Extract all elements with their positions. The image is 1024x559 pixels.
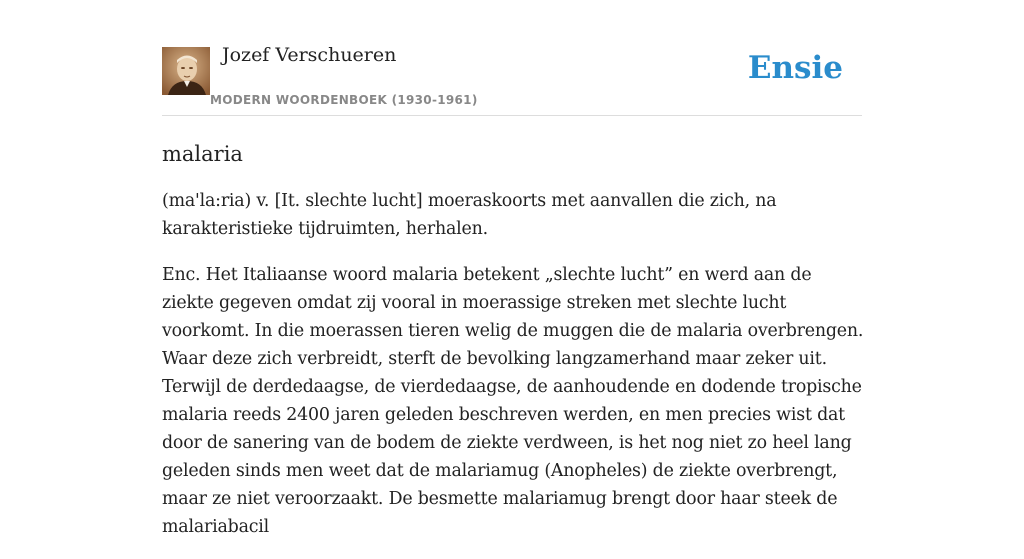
- entry-header: [162, 0, 862, 116]
- entry-term: malaria: [162, 142, 243, 166]
- author-name[interactable]: Jozef Verschueren: [222, 44, 397, 66]
- source-label[interactable]: MODERN WOORDENBOEK (1930-1961): [210, 93, 478, 107]
- entry-content: [162, 138, 868, 559]
- entry-encyclopedia-text: Enc. Het Italiaanse woord malaria betekent „slechte lucht” en werd aan de ziekte gegeven omdat zij vooral in moerassige streken met slechte lucht voorkomt. In die moerassen tieren welig de muggen die de malaria overbrengen. Waar deze zich verbreidt, sterft de bevolking langzamerhand maar zeker uit. Terwijl de derdedaagse, de vierdedaagse, de aanhoudende en dodende tropische malaria reeds 2400 jaren geleden beschreven werden, en men precies wist dat door de sanering van de bodem de ziekte verdween, is het nog niet zo heel lang geleden sinds men weet dat de malariamug (Anopheles) de ziekte overbrengt, maar ze niet veroorzaakt. De besmette malariamug brengt door haar steek de malariabacil: [162, 265, 864, 537]
- author-portrait-icon: [162, 47, 210, 95]
- ensie-logo[interactable]: Ensie: [747, 50, 843, 86]
- entry-definition: (ma'la:ria) v. [It. slechte lucht] moeraskoorts met aanvallen die zich, na karakteristieke tijdruimten, herhalen.: [162, 191, 777, 239]
- author-avatar[interactable]: [162, 47, 210, 95]
